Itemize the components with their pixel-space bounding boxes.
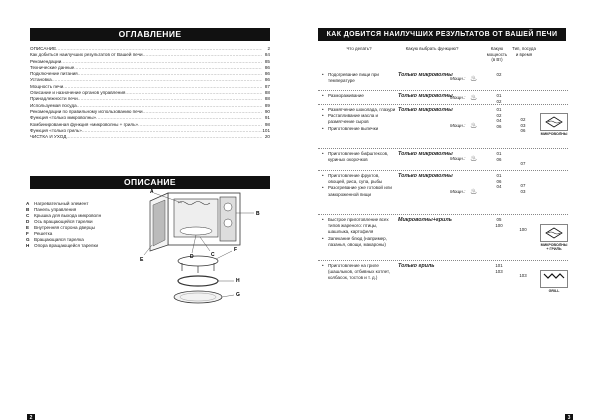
- power-hint: Мощн.:: [450, 76, 466, 81]
- page-number: 2: [27, 414, 35, 420]
- task-item: • Подогревание пищи при температуре: [322, 72, 397, 84]
- part-text: Панель управления: [34, 207, 77, 212]
- type-cell: [514, 117, 532, 134]
- type-cell: [514, 227, 532, 233]
- part-item: [26, 243, 136, 249]
- mode-badge-caption: GRILL: [548, 289, 560, 293]
- mode-badge: [540, 224, 568, 251]
- task-cell: [322, 263, 397, 282]
- power-cell: [490, 151, 508, 162]
- toc-entry-title: Технические данные: [30, 64, 75, 70]
- label-b: B: [256, 211, 260, 217]
- task-cell: [322, 151, 397, 163]
- power-value: 02: [496, 98, 502, 104]
- mode-badge-caption: МИКРОВОЛНЫ + ГРИЛЬ: [540, 243, 568, 251]
- mode-badge: [540, 270, 568, 293]
- toc-entry-page: 85: [264, 58, 270, 64]
- task-item: • Размораживание: [322, 93, 397, 99]
- label-a: A: [150, 189, 154, 195]
- task-cell: [322, 107, 397, 132]
- power-value: 06: [496, 156, 502, 162]
- left-page: [0, 0, 297, 420]
- part-letter: B: [26, 207, 30, 212]
- power-value: 01: [496, 107, 502, 112]
- right-page: [298, 0, 595, 420]
- toc-entry-title: ЧИСТКА И УХОД: [30, 134, 67, 140]
- toc-entry-page: 89: [264, 102, 270, 108]
- part-letter: D: [26, 219, 30, 224]
- toc-entry-page: 84: [264, 52, 270, 58]
- label-h: H: [236, 278, 240, 284]
- toc-entry-title: Рекомендации по правильному использованию печи: [30, 108, 143, 114]
- function-cell: Только микроволны: [398, 173, 453, 179]
- task-item: • Приготовление на гриле (шашлыков, отбивных котлет, колбасок, тостов и т. д.): [322, 263, 397, 282]
- header-task: Что делать?: [346, 46, 372, 51]
- power-value: 06: [496, 123, 502, 129]
- power-value: 103: [495, 268, 503, 274]
- toc-entry-title: Как добиться наилучших результатов от Вашей печи: [30, 52, 143, 58]
- part-letter: G: [26, 237, 30, 242]
- toc-entry-title: Принадлежности печи: [30, 96, 78, 102]
- function-cell: Только микроволны: [398, 72, 453, 78]
- toc-entry-title: Используемая посуда: [30, 102, 77, 108]
- toc-entry-page: 88: [264, 96, 270, 102]
- power-value: 04: [496, 118, 502, 124]
- mode-badge-icon: [540, 113, 568, 131]
- part-letter: A: [26, 201, 30, 206]
- toc-entry-page: 101: [262, 127, 270, 133]
- type-value: 07: [520, 183, 526, 188]
- label-c: C: [211, 252, 215, 258]
- power-value: 02: [496, 72, 502, 77]
- label-d: D: [190, 254, 194, 260]
- steam-icon: ♨: [470, 121, 478, 130]
- type-value: 06: [520, 128, 526, 134]
- table-row: [318, 148, 568, 170]
- results-table: [318, 70, 568, 306]
- table-of-contents: [30, 46, 270, 140]
- steam-icon: ♨: [470, 93, 478, 102]
- table-row: [318, 90, 568, 104]
- page-number: 3: [565, 414, 573, 420]
- type-value: 03: [520, 122, 526, 128]
- description-title: ОПИСАНИЕ: [30, 176, 270, 189]
- task-cell: [322, 93, 397, 99]
- type-value: 03: [520, 188, 526, 194]
- toc-entry-page: 88: [264, 90, 270, 96]
- toc-entry: [30, 134, 270, 140]
- task-cell: [322, 173, 397, 198]
- type-cell: [514, 273, 532, 279]
- label-e: E: [140, 257, 144, 263]
- task-item: • Приготовление фруктов, овощей, риса, супа, рыбы: [322, 173, 397, 185]
- table-row: [318, 214, 568, 260]
- power-cell: [490, 107, 508, 129]
- toc-entry-page: 91: [264, 115, 270, 121]
- power-cell: [490, 72, 508, 78]
- type-value: 02: [520, 117, 526, 122]
- function-cell: Только гриль: [398, 263, 435, 269]
- part-text: Решетка: [34, 231, 53, 236]
- mode-badge: [540, 113, 568, 136]
- type-value: 07: [520, 161, 526, 166]
- toc-entry-page: 86: [264, 71, 270, 77]
- power-value: 01: [496, 151, 502, 156]
- type-value: 100: [519, 227, 527, 232]
- steam-icon: ♨: [470, 74, 478, 83]
- toc-entry-title: Подключение питания: [30, 71, 78, 77]
- task-item: • Приготовление выпечки: [322, 126, 397, 132]
- power-cell: [490, 93, 508, 104]
- table-row: [318, 70, 568, 90]
- oven-diagram: [138, 185, 268, 310]
- power-value: 04: [496, 184, 502, 190]
- toc-entry-title: Комбинированная функция «микроволны + гриль»: [30, 121, 139, 127]
- power-hint: Мощн.:: [450, 156, 466, 161]
- type-cell: [514, 161, 532, 167]
- toc-entry-page: 2: [267, 46, 270, 51]
- part-text: Внутренняя сторона дверцы: [34, 225, 95, 230]
- part-letter: C: [26, 213, 30, 218]
- power-cell: [490, 173, 508, 190]
- toc-title: ОГЛАВЛЕНИЕ: [30, 28, 270, 41]
- power-hint: Мощн.:: [450, 189, 466, 194]
- label-g: G: [236, 292, 240, 298]
- header-power: Какую мощность (в Вт): [486, 46, 508, 63]
- part-text: Крышка для выхода микроволн: [34, 213, 102, 218]
- toc-entry-title: Мощность печи: [30, 83, 64, 89]
- task-item: • Быстрое приготовление всех типов жареного: птицы, шашлыка, картофеля: [322, 217, 397, 236]
- part-text: Нагревательный элемент: [34, 201, 89, 206]
- header-type: Тип, посуда и время: [512, 46, 536, 57]
- toc-entry-title: Описание и назначение органов управления: [30, 90, 126, 96]
- steam-icon: ♨: [470, 187, 478, 196]
- part-text: Ось вращающейся тарелки: [34, 219, 93, 224]
- table-row: [318, 170, 568, 214]
- part-text: Вращающаяся тарелка: [34, 237, 84, 242]
- toc-entry-page: 20: [264, 134, 270, 140]
- power-hint: Мощн.:: [450, 95, 466, 100]
- part-letter: F: [26, 231, 29, 236]
- toc-entry-page: 86: [264, 77, 270, 83]
- power-value: 02: [496, 112, 502, 118]
- task-cell: [322, 217, 397, 248]
- power-value: 101: [495, 263, 503, 268]
- steam-icon: ♨: [470, 154, 478, 163]
- mode-badge-icon: [540, 270, 568, 288]
- toc-entry-page: 90: [264, 108, 270, 114]
- function-cell: Только микроволны: [398, 107, 453, 113]
- task-item: • Приготовление бифштексов, куриных окорочков: [322, 151, 397, 163]
- table-row: [318, 104, 568, 148]
- mode-badge-caption: МИКРОВОЛНЫ: [540, 132, 568, 136]
- function-cell: Микроволны+гриль: [398, 217, 452, 223]
- power-value: 01: [496, 93, 502, 98]
- type-cell: [514, 183, 532, 194]
- toc-entry-title: ОПИСАНИЕ: [30, 46, 57, 51]
- part-letter: H: [26, 243, 30, 248]
- type-value: 103: [519, 273, 527, 278]
- toc-leader: [66, 134, 262, 140]
- toc-entry-title: Рекомендации: [30, 58, 62, 64]
- power-cell: [490, 217, 508, 228]
- mode-badge-icon: [540, 224, 568, 242]
- part-text: Опора вращающейся тарелки: [34, 243, 99, 248]
- toc-entry-title: Установка: [30, 77, 52, 83]
- toc-entry-title: Функция «только микроволны»: [30, 115, 97, 121]
- toc-entry-page: 86: [264, 64, 270, 70]
- power-value: 06: [496, 178, 502, 184]
- task-item: • Разогревание уже готовой или замороженной пищи: [322, 185, 397, 197]
- power-value: 05: [496, 217, 502, 222]
- task-item: • Размягчение шоколада, глазури: [322, 107, 397, 113]
- label-f: F: [234, 247, 238, 253]
- results-title: КАК ДОБИТСЯ НАИЛУЧШИХ РЕЗУЛЬТАТОВ ОТ ВАШЕЙ ПЕЧИ: [318, 28, 566, 41]
- function-cell: Только микроволны: [398, 151, 453, 157]
- part-letter: E: [26, 225, 30, 230]
- function-cell: Только микроволны: [398, 93, 453, 99]
- toc-entry-page: 87: [264, 83, 270, 89]
- power-cell: [490, 263, 508, 274]
- table-row: [318, 260, 568, 306]
- toc-entry-title: Функция «только гриль»: [30, 127, 82, 133]
- header-function: Какую выбрать функцию?: [405, 46, 459, 51]
- power-value: 100: [495, 222, 503, 228]
- task-item: • Запекание блюд (например, лазанья, овощи, макароны): [322, 236, 397, 248]
- toc-entry-page: 98: [264, 121, 270, 127]
- task-item: • Растапливание масла и размягчение сыров: [322, 113, 397, 125]
- power-value: 01: [496, 173, 502, 178]
- power-hint: Мощн.:: [450, 123, 466, 128]
- task-cell: [322, 72, 397, 84]
- parts-list: [26, 201, 136, 249]
